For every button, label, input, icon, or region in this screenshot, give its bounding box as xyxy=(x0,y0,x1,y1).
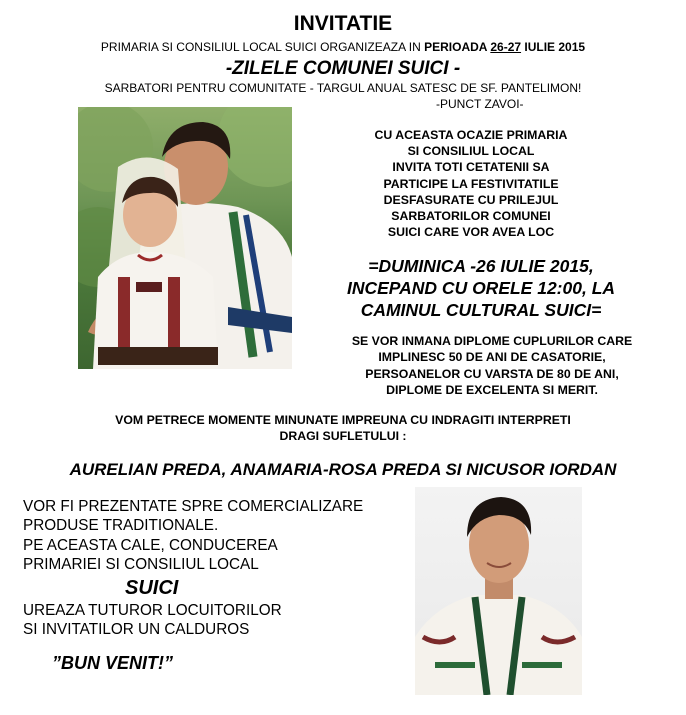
event-date-block xyxy=(318,255,644,321)
date-line: =DUMINICA -26 IULIE 2015, xyxy=(368,256,594,276)
couple-photo-illustration xyxy=(78,107,292,369)
event-subtitle: SARBATORI PENTRU COMUNITATE - TARGUL ANUAL SATESC DE SF. PANTELIMON! xyxy=(104,81,582,95)
invite-line: SI CONSILIUL LOCAL xyxy=(407,144,535,159)
event-title: -ZILELE COMUNEI SUICI - xyxy=(225,58,461,79)
moments-line: VOM PETRECE MOMENTE MINUNATE IMPREUNA CU INDRAGITI INTERPRETI xyxy=(115,413,571,427)
period-suffix: IULIE 2015 xyxy=(521,40,586,54)
invite-line: INVITA TOTI CETATENII SA xyxy=(392,160,550,175)
moments-line: DRAGI SUFLETULUI : xyxy=(279,429,407,444)
closing-line: PRODUSE TRADITIONALE. xyxy=(23,517,219,535)
invite-line: SUICI CARE VOR AVEA LOC xyxy=(387,225,555,240)
page-title: INVITATIE xyxy=(293,12,393,35)
singer-photo xyxy=(415,487,582,695)
period-dates: 26-27 xyxy=(490,40,522,54)
period-label: PERIOADA xyxy=(424,40,491,54)
invite-paragraph xyxy=(330,127,612,240)
diploma-line: SE VOR INMANA DIPLOME CUPLURILOR CARE xyxy=(351,334,633,348)
date-line: INCEPAND CU ORELE 12:00, LA xyxy=(346,278,616,298)
commune-name: SUICI xyxy=(125,576,179,599)
organizer-line xyxy=(0,40,686,54)
closing-line: SI INVITATILOR UN CALDUROS xyxy=(23,621,250,639)
date-line: CAMINUL CULTURAL SUICI= xyxy=(360,300,602,320)
invite-line: SARBATORILOR COMUNEI xyxy=(391,209,551,224)
performers-list: AURELIAN PREDA, ANAMARIA-ROSA PREDA SI NICUSOR IORDAN xyxy=(69,460,617,479)
closing-line: UREAZA TUTUROR LOCUITORILOR xyxy=(23,601,282,619)
invite-line: DESFASURATE CU PRILEJUL xyxy=(383,192,559,207)
invite-line: CU ACEASTA OCAZIE PRIMARIA xyxy=(374,128,568,142)
invite-line: PARTICIPE LA FESTIVITATILE xyxy=(383,176,559,191)
event-location: -PUNCT ZAVOI- xyxy=(436,97,524,111)
diploma-line: PERSOANELOR CU VARSTA DE 80 DE ANI, xyxy=(365,366,619,381)
diploma-paragraph xyxy=(300,333,684,398)
welcome-text: ”BUN VENIT!” xyxy=(52,653,173,673)
closing-line: VOR FI PREZENTATE SPRE COMERCIALIZARE xyxy=(23,498,364,515)
closing-paragraph xyxy=(23,497,363,639)
couple-photo xyxy=(78,107,292,369)
moments-paragraph xyxy=(50,412,636,445)
closing-line: PE ACEASTA CALE, CONDUCEREA xyxy=(23,536,278,554)
diploma-line: DIPLOME DE EXCELENTA SI MERIT. xyxy=(386,382,598,397)
singer-photo-illustration xyxy=(415,487,582,695)
organizer-text: PRIMARIA SI CONSILIUL LOCAL SUICI ORGANIZEAZA IN xyxy=(100,40,425,54)
diploma-line: IMPLINESC 50 DE ANI DE CASATORIE, xyxy=(378,350,606,365)
closing-line: PRIMARIEI SI CONSILIUL LOCAL xyxy=(23,556,259,574)
